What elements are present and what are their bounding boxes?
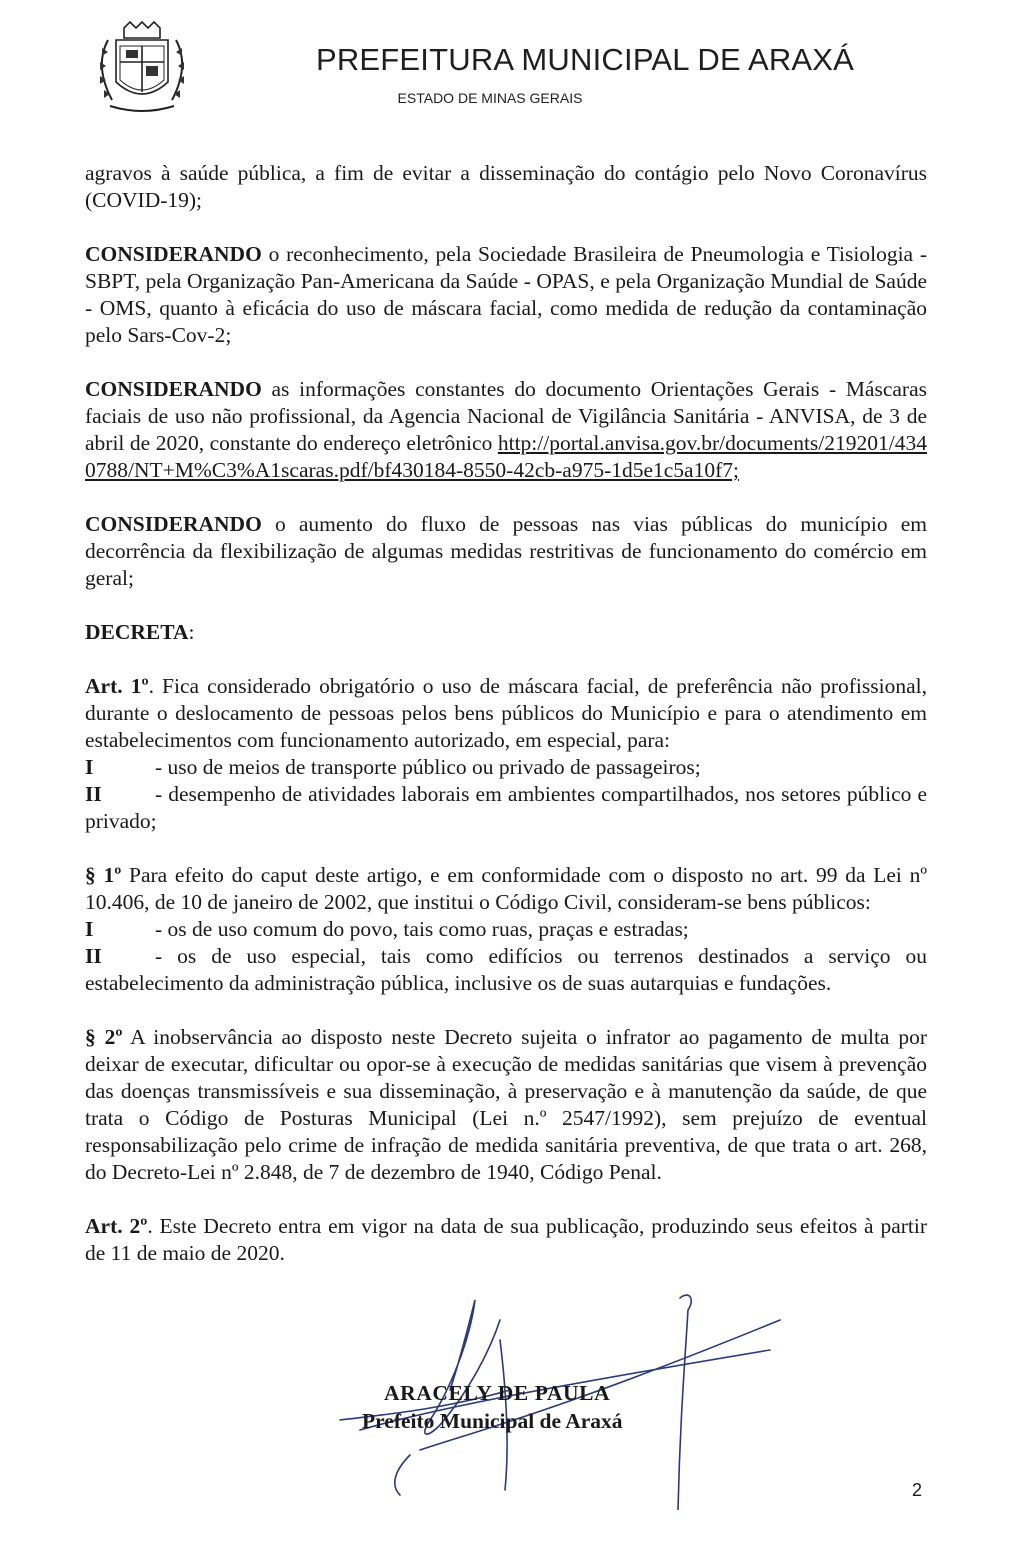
item-text: - os de uso especial, tais como edifícios ou terrenos destinados a serviço ou estabelecimento da administração pública, inclusive os de suas autarquias e fundações. (85, 944, 927, 995)
item-text: - os de uso comum do povo, tais como ruas, praças e estradas; (155, 917, 689, 941)
paragraph-considerando-3 (85, 511, 927, 592)
paragraph-1 (85, 862, 927, 916)
item-number: I (85, 917, 94, 941)
article-2-text: . Este Decreto entra em vigor na data de sua publicação, produzindo seus efeitos à partir de 11 de maio de 2020. (85, 1214, 927, 1265)
article-2 (85, 1213, 927, 1267)
signatory-name: ARACELY DE PAULA (384, 1381, 611, 1405)
signatory-role: Prefeito Municipal de Araxá (362, 1409, 623, 1433)
coat-of-arms-icon (86, 20, 198, 118)
paragraph-2 (85, 1024, 927, 1186)
decreta-heading (85, 619, 927, 646)
paragraph-2-text: A inobservância ao disposto neste Decreto sujeita o infrator ao pagamento de multa por deixar de executar, dificultar ou opor-se à execução de medidas sanitárias que visem à prevenção das doenças transmissíveis e sua disseminação, à preservação e à manutenção da saúde, de que trata o Código de Posturas Municipal (Lei n.º 2547/1992), sem prejuízo de eventual responsabilização pelo crime de infração de medida sanitária preventiva, de que trata o art. 268, do Decreto-Lei nº 2.848, de 7 de dezembro de 1940, Código Penal. (85, 1025, 927, 1184)
document-body (85, 160, 927, 1294)
article-2-label: Art. 2º (85, 1214, 148, 1238)
considerando-keyword: CONSIDERANDO (85, 377, 262, 401)
item-text: - uso de meios de transporte público ou privado de passageiros; (155, 755, 701, 779)
article-1-item-i (85, 754, 927, 781)
article-1 (85, 673, 927, 754)
page-number: 2 (912, 1480, 923, 1500)
paragraph-considerando-2 (85, 376, 927, 484)
anvisa-link[interactable]: http://portal.anvisa.gov.br/documents/219201/4340788/NT+M%C3%A1scaras.pdf/bf430184-8550-42cb-a975-1d5e1c5a10f7; (85, 431, 927, 482)
article-1-label: Art. 1º (85, 674, 149, 698)
decreta-keyword: DECRETA (85, 620, 189, 644)
considerando-text: o aumento do fluxo de pessoas nas vias públicas do município em decorrência da flexibilização de algumas medidas restritivas de funcionamento do comércio em geral; (85, 512, 927, 590)
considerando-keyword: CONSIDERANDO (85, 512, 262, 536)
paragraph-intro-text: agravos à saúde pública, a fim de evitar a disseminação do contágio pelo Novo Coronavírus (COVID-19); (85, 161, 927, 212)
paragraph-1-label: § 1º (85, 863, 122, 887)
item-number: II (85, 944, 102, 968)
header-title: PREFEITURA MUNICIPAL DE ARAXÁ (315, 42, 855, 77)
considerando-keyword: CONSIDERANDO (85, 242, 262, 266)
item-text: - desempenho de atividades laborais em ambientes compartilhados, nos setores público e privado; (85, 782, 927, 833)
paragraph-1-text: Para efeito do caput deste artigo, e em conformidade com o disposto no art. 99 da Lei nº 10.406, de 10 de janeiro de 2002, que institui o Código Civil, consideram-se bens públicos: (85, 863, 927, 914)
paragraph-2-label: § 2º (85, 1025, 123, 1049)
item-number: I (85, 755, 94, 779)
paragraph-1-item-ii (85, 943, 927, 997)
considerando-text: o reconhecimento, pela Sociedade Brasileira de Pneumologia e Tisiologia - SBPT, pela Organização Pan-Americana da Saúde - OPAS, e pela Organização Mundial de Saúde - OMS, quanto à eficácia do uso de máscara facial, como medida de redução da contaminação pelo Sars-Cov-2; (85, 242, 927, 347)
paragraph-considerando-1 (85, 241, 927, 349)
article-1-text: . Fica considerado obrigatório o uso de máscara facial, de preferência não profissional, durante o deslocamento de pessoas pelos bens públicos do Município e para o atendimento em estabelecimentos com funcionamento autorizado, em especial, para: (85, 674, 927, 752)
decreta-colon: : (188, 620, 195, 644)
paragraph-intro (85, 160, 927, 214)
paragraph-1-item-i (85, 916, 927, 943)
article-1-item-ii (85, 781, 927, 835)
item-number: II (85, 782, 102, 806)
header-subtitle: ESTADO DE MINAS GERAIS (397, 90, 583, 106)
considerando-text: as informações constantes do documento Orientações Gerais - Máscaras faciais de uso não profissional, da Agencia Nacional de Vigilância Sanitária - ANVISA, de 3 de abril de 2020, constante do endereço eletrônico (85, 377, 927, 455)
